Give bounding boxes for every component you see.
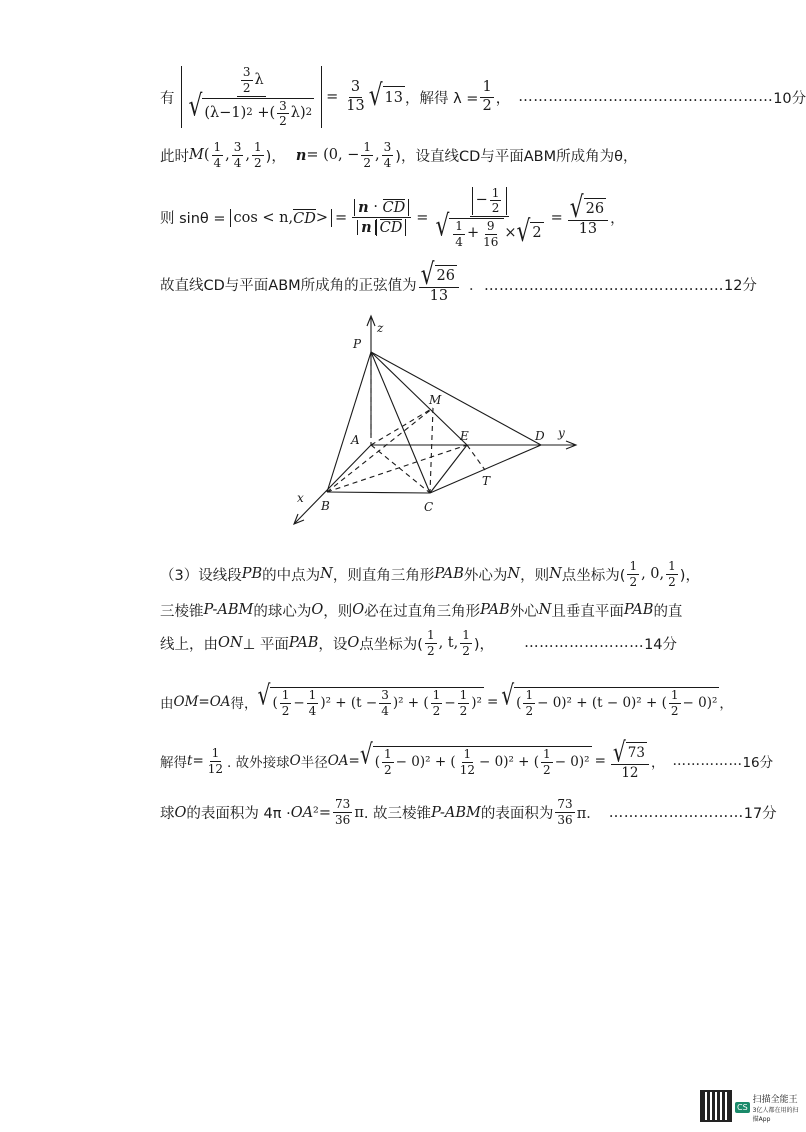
eq-line-1: 有 $\frac{3}{2}$ λ √ (λ−1) 2 +( $\frac{3}{2}$ λ) 2 = $\frac{3}{13}$ √ 13 ，解得 λ = $\frac{1}{2}$ ， …………………………………………… 10分 <box>160 65 806 129</box>
p3-line-1: （3）设线段 PB 的中点为 N ，则直角三角形 PAB 外心为 N ，则 N 点坐标为( $\frac{1}{2}$ , 0, $\frac{1}{2}$ )， <box>160 558 700 589</box>
scanner-watermark <box>735 1092 800 1123</box>
pyramid-figure <box>285 310 585 530</box>
qr-code-icon <box>700 1090 732 1122</box>
fraction: $\frac{3}{2}$ λ √ (λ−1) 2 +( $\frac{3}{2}$ λ) 2 <box>188 65 313 129</box>
p3-line-3: 线上，由 ON ⊥ 平面 PAB ，设 O 点坐标为( $\frac{1}{2}$ , t, $\frac{1}{2}$ )， …………………… 14分 <box>160 627 678 658</box>
x-axis <box>295 445 371 523</box>
fraction: $\frac{3}{13}$ <box>346 79 365 114</box>
p3-line-6: 球 O 的表面积为 4π · OA ² = $\frac{73}{36}$ π . 故三棱锥 P-ABM 的表面积为 $\frac{73}{36}$ π． ……………………… 17分 <box>160 797 777 827</box>
abs-expression <box>181 66 323 127</box>
label-x: x <box>297 491 304 505</box>
label-p: P <box>353 337 362 351</box>
score-10: 10分 <box>773 90 806 107</box>
watermark-app-name: 扫描全能王 <box>752 1095 798 1105</box>
score-17: 17分 <box>743 806 777 822</box>
label-m: M <box>429 393 442 407</box>
text: 有 <box>160 90 175 107</box>
label-b: B <box>321 499 330 513</box>
label-c: C <box>424 500 434 514</box>
label-a: A <box>351 433 360 447</box>
eq-line-4: 故直线CD与平面ABM所成角的正弦值为 √ 26 13 ．………………………………………… 12分 <box>160 258 757 305</box>
score-14: 14分 <box>644 636 678 653</box>
label-y: y <box>558 426 565 440</box>
dot-leader: …………………………………………… <box>518 89 774 105</box>
label-z: z <box>377 321 384 335</box>
eq-line-2: 此时 M ( $\frac{1}{4}$ , $\frac{3}{4}$ , $\frac{1}{2}$ )， n = (0, − $\frac{1}{2}$ , $\frac{3}{4}$ )，设直线CD与平面ABM所成角为θ， <box>160 139 638 170</box>
score-12: 12分 <box>723 278 757 294</box>
cs-logo-icon: CS <box>737 1103 748 1112</box>
p3-line-4: 由 OM = OA 得， √ ( $\frac{1}{2}$ − $\frac{1}{4}$ )² + (t − $\frac{3}{4}$ )² + ( $\frac{1}{2}$ − $\frac{1}{2}$ )² = √ ( $\frac{1}{2}$ − 0)² + (t − 0)² + ( $\frac{1}{2}$ − 0)² ， <box>160 678 733 718</box>
score-16: 16分 <box>742 755 774 771</box>
label-e: E <box>460 429 469 443</box>
p3-line-5: 解得 t = $\frac{1}{12}$ . 故外接球 O 半径 OA = √ ( $\frac{1}{2}$ − 0)² + ( $\frac{1}{12}$ − 0)² + ( $\frac{1}{2}$ − 0)² = √ 73 12 ， …………… 16分 <box>160 736 774 781</box>
eq-line-3: 则 sinθ = cos < n, CD > = n · CD n CD = − $\frac{1}{2}$ √ $\frac{1}{4}$ + $\frac{9}{16}$ × √ 2 = √ 26 13 ， <box>160 185 625 250</box>
label-t: T <box>482 474 491 488</box>
label-d: D <box>535 429 545 443</box>
p3-line-2: 三棱锥 P-ABM 的球心为 O ，则 O 必在过直角三角形 PAB 外心 N 且垂直平面 PAB 的直 <box>160 602 683 620</box>
watermark-subtitle: 3亿人都在用的扫描App <box>752 1107 799 1123</box>
